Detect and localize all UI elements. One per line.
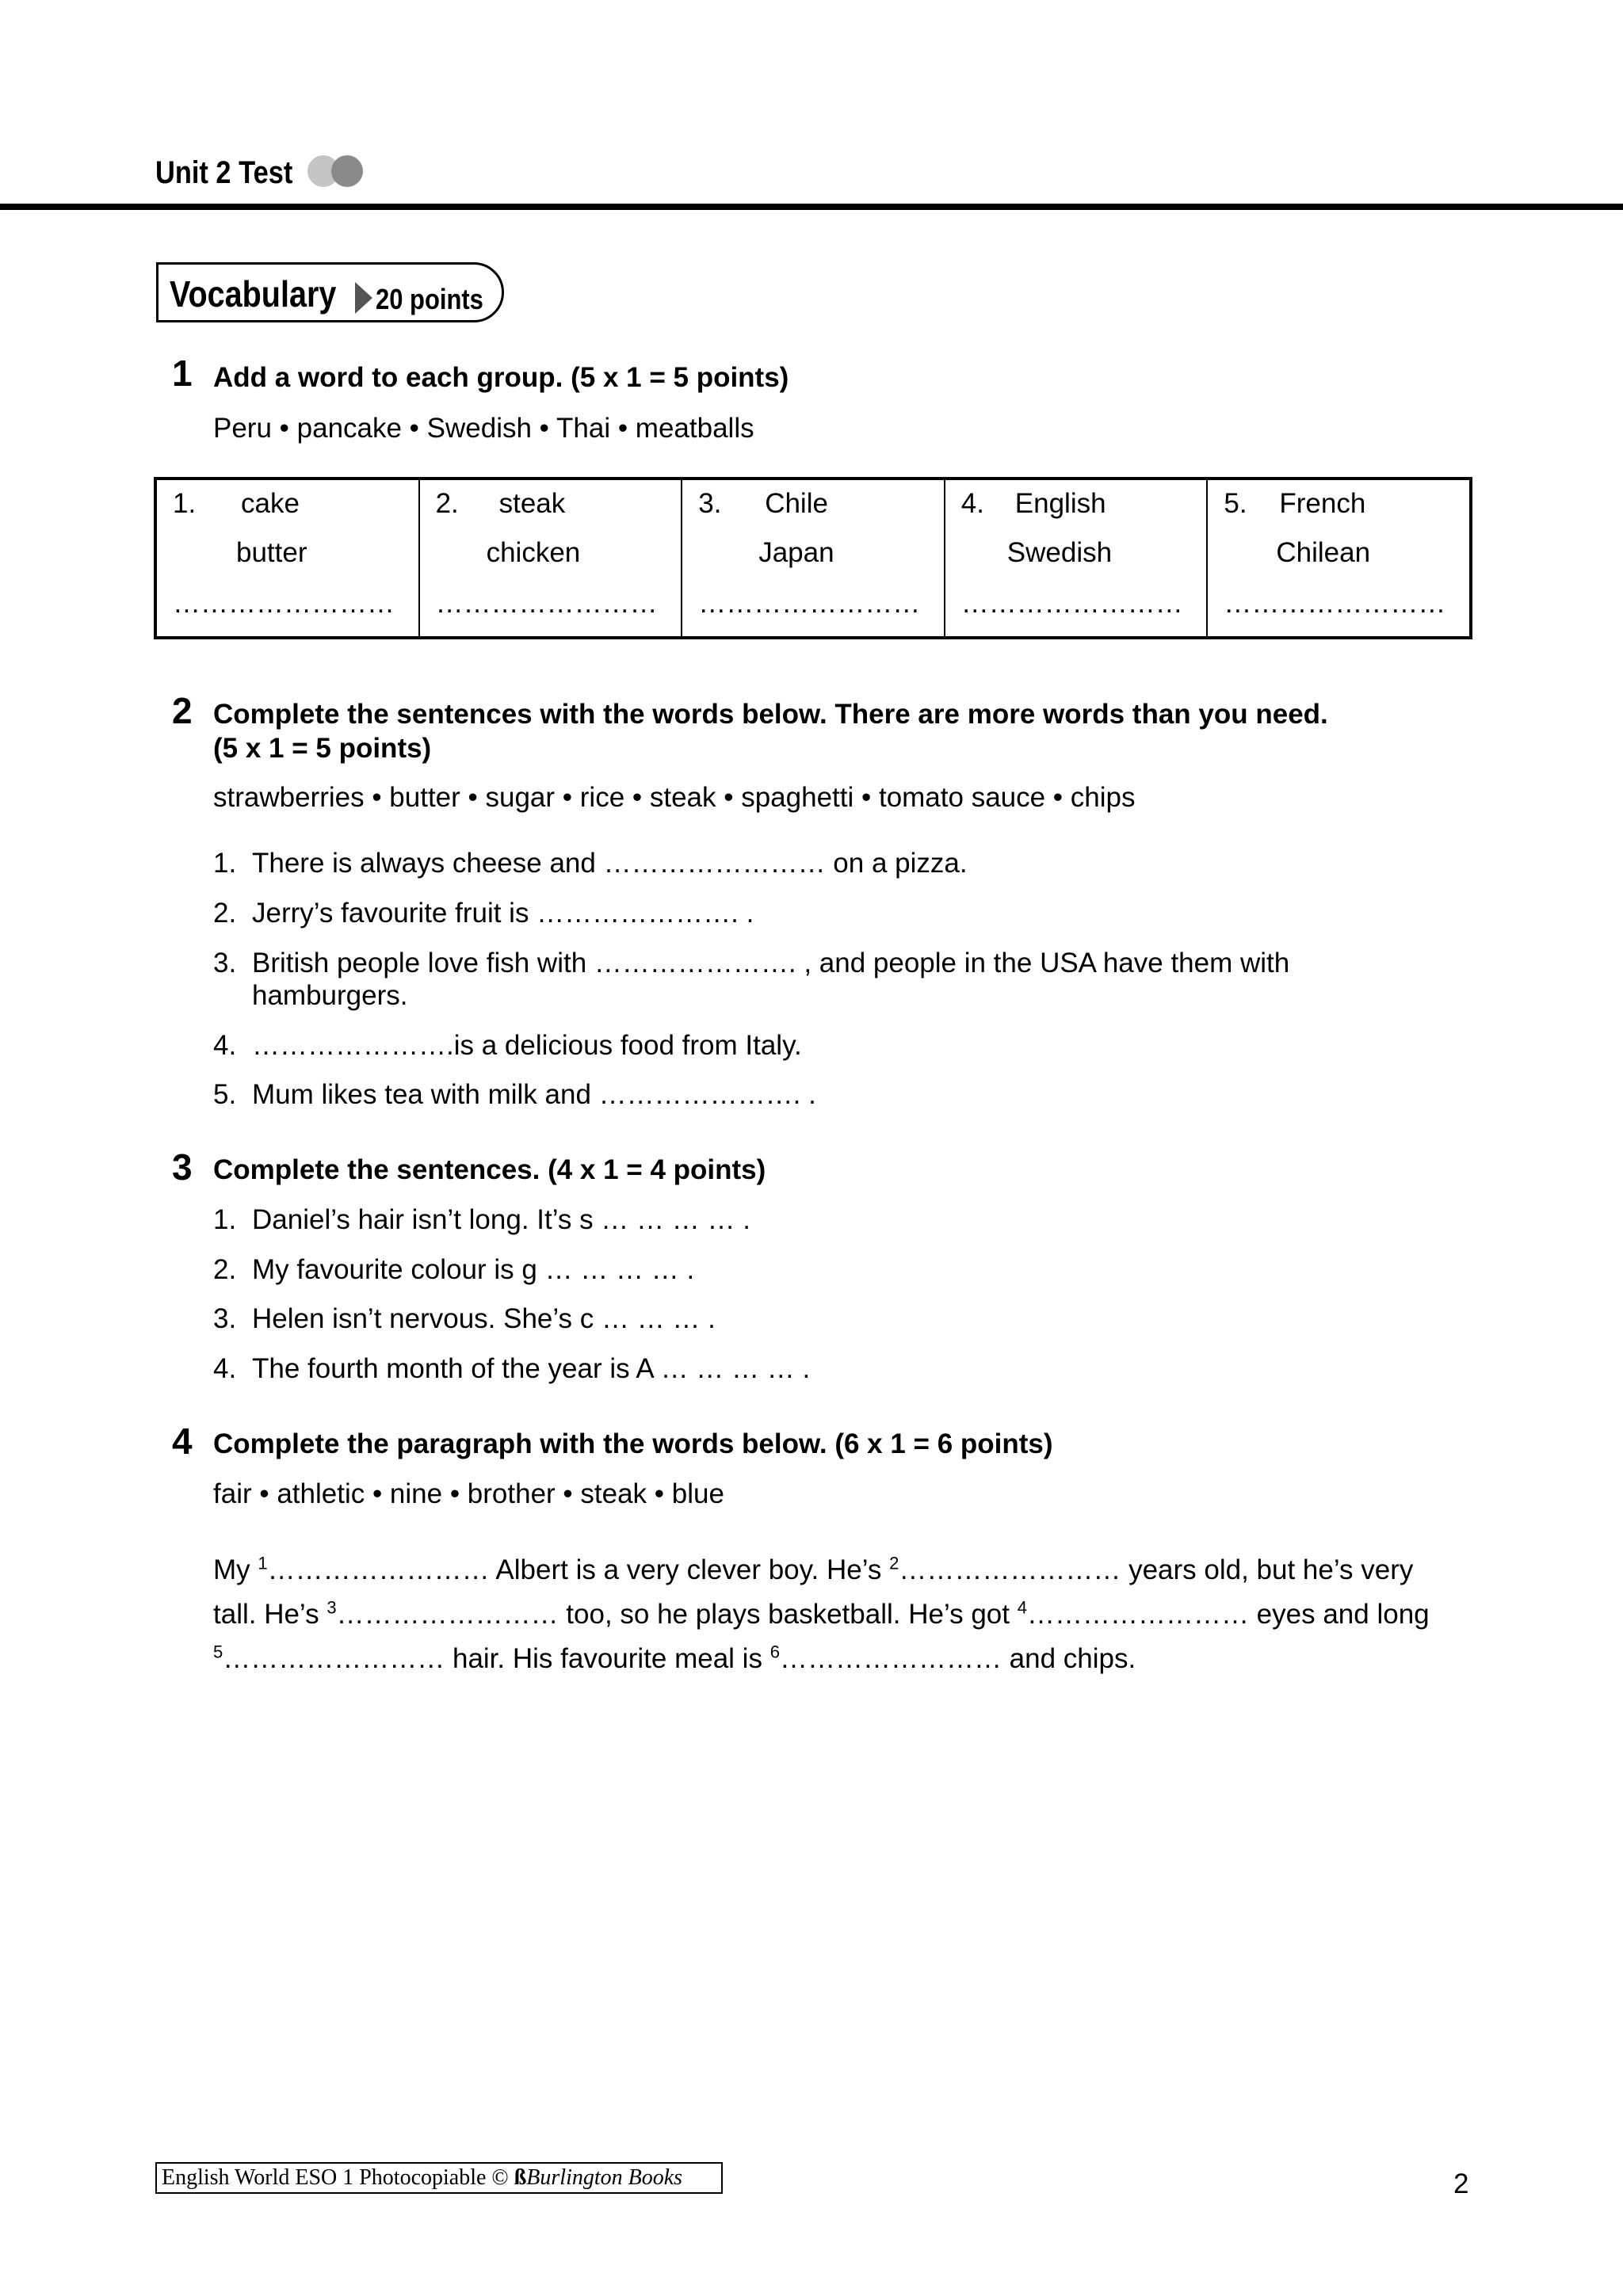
sentence-item: Helen isn’t nervous. She’s c … … … . <box>252 1303 716 1334</box>
group-word: Japan <box>758 537 834 568</box>
paragraph-line-1 <box>213 1548 1413 1592</box>
sentence-item: ………………….is a delicious food from Italy. <box>252 1030 802 1061</box>
blank-number: 5 <box>213 1642 223 1662</box>
exercise-4-number: 4 <box>172 1421 193 1462</box>
group-blank[interactable]: …………………… <box>960 588 1183 619</box>
list-item-number: 3. <box>213 948 237 978</box>
list-item-number: 4. <box>213 1353 237 1384</box>
group-blank[interactable]: …………………… <box>1224 588 1446 619</box>
exercise-2-instruction: Complete the sentences with the words below. There are more words than you need. <box>213 699 1328 730</box>
blank-number: 2 <box>889 1553 899 1573</box>
list-item-number: 2. <box>213 1254 237 1285</box>
sentence-item: Daniel’s hair isn’t long. It’s s … … … … . <box>252 1204 750 1235</box>
play-arrow-icon <box>355 282 372 314</box>
group-number: 4. <box>960 488 984 519</box>
word-groups-table <box>154 477 1472 639</box>
section-points: 20 points <box>376 283 483 315</box>
page-title: Unit 2 Test <box>155 155 293 190</box>
group-word: cake <box>241 488 300 519</box>
group-word: Chile <box>765 488 828 519</box>
exercise-3-instruction: Complete the sentences. (4 x 1 = 4 points) <box>213 1154 766 1185</box>
group-cell-4 <box>945 480 1209 636</box>
paragraph-text: …………………… too, so he plays basketball. He’s got <box>336 1599 1018 1630</box>
exercise-2-number: 2 <box>172 690 193 731</box>
list-item-number: 5. <box>213 1079 237 1110</box>
footer-text: English World ESO 1 Photocopiable © <box>162 2165 514 2190</box>
group-number: 3. <box>698 488 722 519</box>
sentence-item: My favourite colour is g … … … … . <box>252 1254 695 1285</box>
sentence-item: Mum likes tea with milk and …………………. . <box>252 1079 816 1110</box>
header-divider <box>0 204 1623 210</box>
group-cell-3 <box>682 480 945 636</box>
group-number: 1. <box>173 488 197 519</box>
blank-number: 3 <box>327 1597 337 1618</box>
group-blank[interactable]: …………………… <box>698 588 921 619</box>
list-item-number: 2. <box>213 898 237 929</box>
paragraph-text: …………………… eyes and long <box>1026 1599 1430 1630</box>
group-blank[interactable]: …………………… <box>173 588 395 619</box>
list-item-number: 3. <box>213 1303 237 1334</box>
list-item-number: 1. <box>213 848 237 879</box>
burlington-logo-icon: ß <box>514 2165 527 2190</box>
section-title: Vocabulary <box>170 273 337 315</box>
list-item-number: 4. <box>213 1030 237 1061</box>
blank-number: 1 <box>258 1553 268 1573</box>
unit-dot-dark-icon <box>331 155 363 187</box>
paragraph-text: …………………… Albert is a very clever boy. He’s <box>267 1554 890 1585</box>
group-word: English <box>1014 488 1106 519</box>
sentence-item: The fourth month of the year is A … … … … . <box>252 1353 811 1384</box>
exercise-4-word-bank: fair • athletic • nine • brother • steak • blue <box>213 1478 724 1509</box>
exercise-1-word-bank: Peru • pancake • Swedish • Thai • meatballs <box>213 413 754 444</box>
group-word: Chilean <box>1276 537 1371 568</box>
exercise-1-instruction: Add a word to each group. (5 x 1 = 5 points) <box>213 362 789 393</box>
group-blank[interactable]: …………………… <box>435 588 658 619</box>
group-word: butter <box>236 537 307 568</box>
group-number: 5. <box>1224 488 1247 519</box>
exercise-4-instruction: Complete the paragraph with the words below. (6 x 1 = 6 points) <box>213 1428 1053 1459</box>
paragraph-text: My <box>213 1554 258 1585</box>
group-word: Swedish <box>1006 537 1113 568</box>
group-cell-2 <box>420 480 683 636</box>
sentence-item: Jerry’s favourite fruit is …………………. . <box>252 898 754 929</box>
footer-copyright <box>155 2162 723 2194</box>
page-number: 2 <box>1453 2168 1469 2199</box>
sentence-item-continued: hamburgers. <box>252 980 408 1011</box>
group-number: 2. <box>435 488 459 519</box>
exercise-1-number: 1 <box>172 353 193 394</box>
group-cell-1 <box>157 480 420 636</box>
sentence-item: British people love fish with …………………. , and people in the USA have them with <box>252 948 1290 978</box>
group-word: chicken <box>486 537 581 568</box>
paragraph-text: …………………… and chips. <box>779 1643 1136 1674</box>
blank-number: 4 <box>1017 1597 1027 1618</box>
list-item-number: 1. <box>213 1204 237 1235</box>
paragraph-line-2 <box>213 1592 1430 1637</box>
paragraph-text: …………………… hair. His favourite meal is <box>223 1643 770 1674</box>
sentence-item: There is always cheese and …………………… on a pizza. <box>252 848 968 879</box>
exercise-2-points: (5 x 1 = 5 points) <box>213 733 432 764</box>
footer-brand: Burlington Books <box>526 2165 683 2190</box>
group-word: French <box>1279 488 1366 519</box>
paragraph-line-3 <box>213 1637 1136 1681</box>
exercise-2-word-bank: strawberries • butter • sugar • rice • steak • spaghetti • tomato sauce • chips <box>213 782 1136 813</box>
blank-number: 6 <box>769 1642 780 1662</box>
exercise-3-number: 3 <box>172 1146 193 1188</box>
group-cell-5 <box>1208 480 1469 636</box>
group-word: steak <box>498 488 566 519</box>
paragraph-text: …………………… years old, but he’s very <box>899 1554 1414 1585</box>
paragraph-text: tall. He’s <box>213 1599 327 1630</box>
